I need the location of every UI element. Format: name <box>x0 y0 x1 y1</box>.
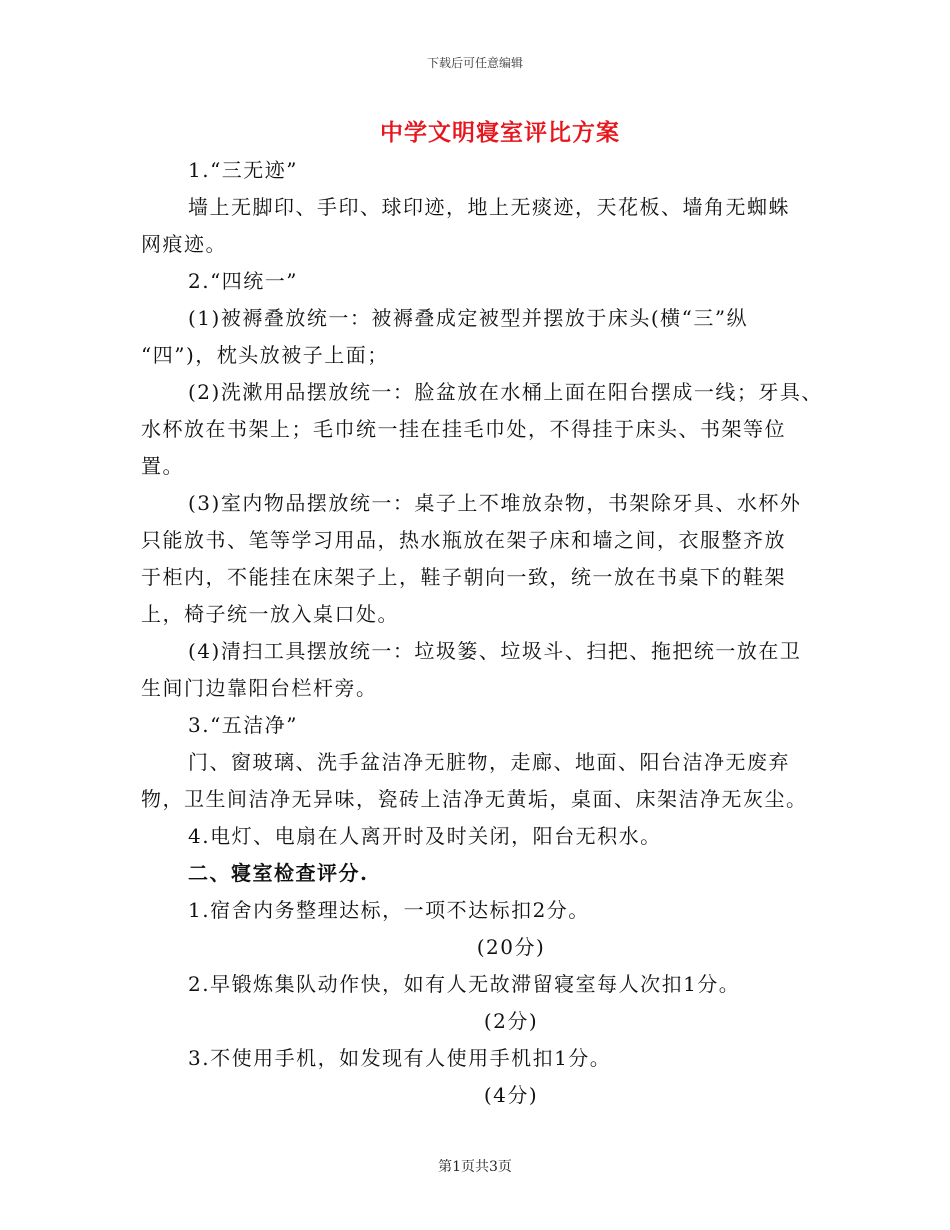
section-heading: 2.“四统一” <box>188 269 299 293</box>
criterion-line: 2.早锻炼集队动作快，如有人无故滞留寝室每人次扣1分。 <box>188 972 741 996</box>
paragraph-line: (4)清扫工具摆放统一：垃圾篓、垃圾斗、扫把、拖把统一放在卫 <box>188 639 802 663</box>
criterion-score: (4分) <box>483 1083 539 1107</box>
paragraph-line: 水杯放在书架上；毛巾统一挂在挂毛巾处，不得挂于床头、书架等位 <box>141 417 786 441</box>
section-heading: 1.“三无迹” <box>188 158 299 182</box>
paragraph-line: 网痕迹。 <box>141 232 227 256</box>
paragraph-line: (2)洗漱用品摆放统一：脸盆放在水桶上面在阳台摆成一线；牙具、 <box>188 380 823 404</box>
part-heading: 二、寝室检查评分. <box>188 861 369 885</box>
paragraph-line: 4.电灯、电扇在人离开时及时关闭，阳台无积水。 <box>188 824 662 848</box>
document-body <box>141 152 821 1114</box>
criterion-line: 1.宿舍内务整理达标，一项不达标扣2分。 <box>188 898 590 922</box>
section-heading: 3.“五洁净” <box>188 713 299 737</box>
paragraph-line: (1)被褥叠放统一：被褥叠成定被型并摆放于床头(横“三”纵 <box>188 306 749 330</box>
criterion-line: 3.不使用手机，如发现有人使用手机扣1分。 <box>188 1046 612 1070</box>
document-title: 中学文明寝室评比方案 <box>380 119 620 146</box>
header-note: 下载后可任意编辑 <box>426 56 523 70</box>
paragraph-line: 门、窗玻璃、洗手盆洁净无脏物，走廊、地面、阳台洁净无废弃 <box>188 750 790 774</box>
paragraph-line: 墙上无脚印、手印、球印迹，地上无痰迹，天花板、墙角无蜘蛛 <box>188 195 790 219</box>
paragraph-line: 上，椅子统一放入桌口处。 <box>141 602 399 626</box>
page-footer: 第1页共3页 <box>438 1159 512 1175</box>
paragraph-line: 物，卫生间洁净无异味，瓷砖上洁净无黄垢，桌面、床架洁净无灰尘。 <box>141 787 808 811</box>
paragraph-line: 只能放书、笔等学习用品，热水瓶放在架子床和墙之间，衣服整齐放 <box>141 528 786 552</box>
criterion-score: (20分) <box>476 935 546 959</box>
paragraph-line: 置。 <box>141 454 184 478</box>
criterion-score: (2分) <box>483 1009 539 1033</box>
paragraph-line: (3)室内物品摆放统一：桌子上不堆放杂物，书架除牙具、水杯外 <box>188 491 802 515</box>
paragraph-line: 于柜内，不能挂在床架子上，鞋子朝向一致，统一放在书桌下的鞋架 <box>141 565 786 589</box>
paragraph-line: “四”)，枕头放被子上面； <box>141 343 389 367</box>
paragraph-line: 生间门边靠阳台栏杆旁。 <box>141 676 378 700</box>
